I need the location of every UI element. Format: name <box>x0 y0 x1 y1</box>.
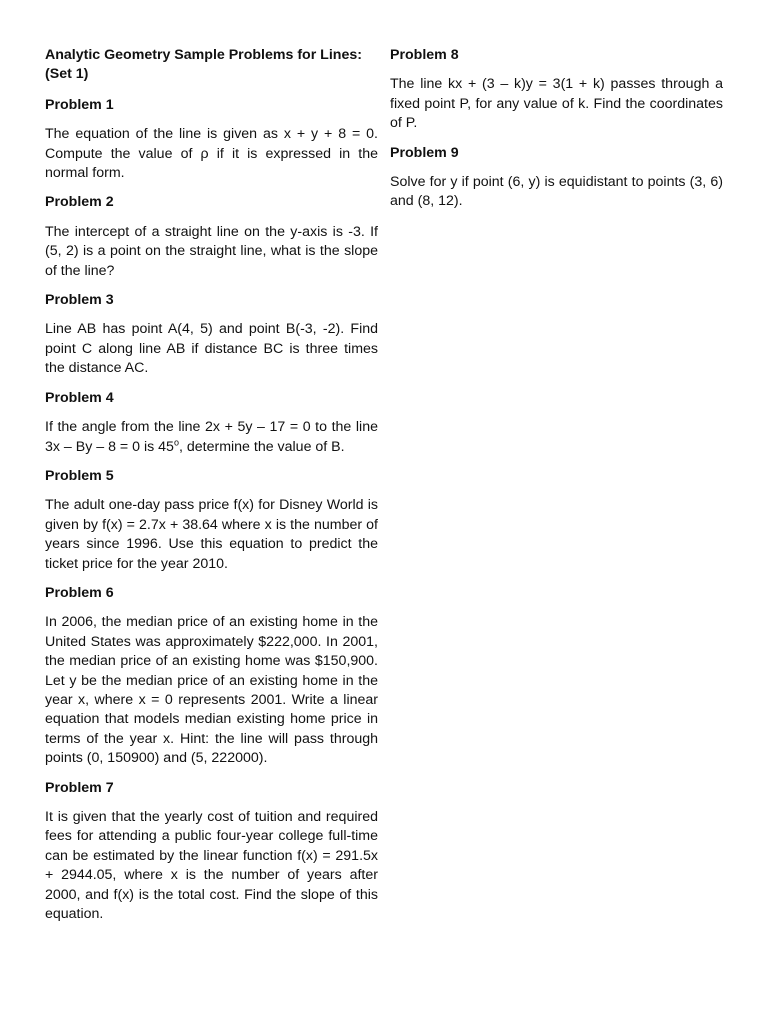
problem-text: Solve for y if point (6, y) is equidistant to points (3, 6) and (8, 12). <box>390 174 723 210</box>
problem-text: The adult one-day pass price f(x) for Disney World is given by f(x) = 2.7x + 38.64 where x is the number of years since 1996. Use this equation to predict the ticket price for the year 2010. <box>45 497 378 572</box>
problem-3 <box>45 291 378 379</box>
problem-heading: Problem 2 <box>45 194 114 211</box>
problem-5 <box>45 467 378 574</box>
problem-6 <box>45 584 378 769</box>
problem-text: The line kx + (3 – k)y = 3(1 + k) passes through a fixed point P, for any value of k. Find the coordinates of P. <box>390 76 723 132</box>
problem-4 <box>45 389 378 457</box>
problem-heading: Problem 6 <box>45 584 114 601</box>
problem-heading: Problem 5 <box>45 467 114 484</box>
problem-text-part: If the angle from the line 2x + 5y – 17 = 0 to the line 3x – By – 8 = 0 is 45 <box>45 419 378 455</box>
problem-9 <box>390 144 723 212</box>
degree-symbol: o <box>173 436 179 447</box>
problem-text: Line AB has point A(4, 5) and point B(-3, -2). Find point C along line AB if distance BC is three times the distance AC. <box>45 321 378 377</box>
problem-text-part: , determine the value of B. <box>178 438 345 455</box>
problem-text <box>45 418 378 457</box>
problem-text: It is given that the yearly cost of tuition and required fees for attending a public four-year college full-time can be estimated by the linear function f(x) = 291.5x + 2944.05, where x is the number of years after 2000, and f(x) is the total cost. Find the slope of this equation. <box>45 809 378 923</box>
problem-heading: Problem 8 <box>390 47 459 63</box>
problem-8 <box>390 46 723 134</box>
problem-heading: Problem 3 <box>45 292 114 309</box>
problem-text: The equation of the line is given as x + y + 8 = 0. Compute the value of ρ if it is expressed in the normal form. <box>45 126 378 182</box>
problem-1 <box>45 96 378 184</box>
problem-heading: Problem 7 <box>45 779 114 796</box>
problem-heading: Problem 9 <box>390 144 459 161</box>
problem-text: In 2006, the median price of an existing home in the United States was approximately $222,000. In 2001, the median price of an existing home was $150,900. Let y be the median price of an existing home in the year x, where x = 0 represents 2001. Write a linear equation that models median existing home price in terms of the year x. Hint: the line will pass through points (0, 150900) and (5, 222000). <box>45 614 378 767</box>
left-column <box>45 46 378 934</box>
right-column <box>390 46 723 222</box>
problem-heading: Problem 1 <box>45 96 114 113</box>
problem-7 <box>45 779 378 925</box>
document-title: Analytic Geometry Sample Problems for Lines: (Set 1) <box>45 47 362 83</box>
problem-heading: Problem 4 <box>45 389 114 406</box>
problem-2 <box>45 193 378 281</box>
problem-text: The intercept of a straight line on the y-axis is -3. If (5, 2) is a point on the straight line, what is the slope of the line? <box>45 223 378 279</box>
